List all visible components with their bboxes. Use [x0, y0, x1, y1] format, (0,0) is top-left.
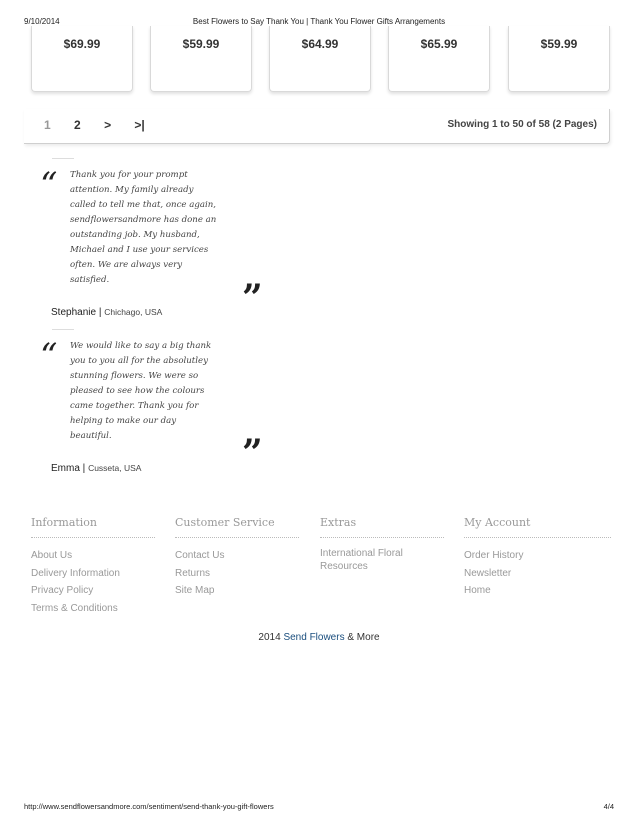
- print-date: 9/10/2014: [24, 17, 60, 26]
- author-name: Emma: [51, 463, 80, 474]
- print-page-number: 4/4: [603, 802, 614, 811]
- footer-link-privacy-policy[interactable]: Privacy Policy: [31, 585, 94, 596]
- send-flowers-link[interactable]: Send Flowers: [283, 632, 345, 643]
- testimonial-line: Michael and I use your services: [70, 245, 209, 255]
- testimonial-divider: [52, 329, 74, 330]
- footer-link-site-map[interactable]: Site Map: [175, 585, 215, 596]
- testimonial-line: attention. My family already: [70, 185, 194, 195]
- results-count: Showing 1 to 50 of 58 (2 Pages): [447, 119, 597, 130]
- footer-link-home[interactable]: Home: [464, 585, 491, 596]
- testimonial-author: [51, 463, 141, 474]
- footer-link-about-us[interactable]: About Us: [31, 550, 73, 561]
- last-page-link[interactable]: >|: [134, 118, 145, 132]
- footer-link-newsletter[interactable]: Newsletter: [464, 567, 512, 579]
- testimonial-line: We would like to say a big thank: [70, 341, 212, 351]
- copyright-suffix: & More: [344, 632, 380, 643]
- footer-link-returns[interactable]: Returns: [175, 567, 211, 579]
- footer-column-title: My Account: [464, 516, 611, 538]
- product-price: $59.99: [540, 37, 578, 51]
- pagination-bar: [24, 109, 610, 144]
- author-name: Stephanie: [51, 307, 97, 318]
- testimonial: [40, 158, 266, 323]
- footer-link-order-history[interactable]: Order History: [464, 550, 524, 561]
- author-separator: |: [79, 463, 89, 474]
- open-quote-icon: “: [40, 165, 58, 205]
- testimonial-line: sendflowersandmore has done an: [70, 215, 217, 225]
- testimonial-line: often. We are always very: [70, 260, 183, 270]
- footer-link-international-floral-resources[interactable]: International Floral Resources: [320, 548, 403, 572]
- testimonial-text: [70, 168, 240, 288]
- copyright: [0, 632, 638, 643]
- footer-column-title: Customer Service: [175, 516, 299, 538]
- testimonial-line: outstanding job. My husband,: [70, 230, 200, 240]
- close-quote-icon: ”: [242, 432, 263, 474]
- footer-links: [31, 516, 611, 626]
- product-card[interactable]: [31, 26, 133, 92]
- footer-column-my-account: [464, 516, 611, 600]
- testimonial-divider: [52, 158, 74, 159]
- product-price: $65.99: [420, 37, 458, 51]
- footer-link-contact-us[interactable]: Contact Us: [175, 550, 225, 561]
- footer-link-terms-conditions[interactable]: Terms & Conditions: [31, 602, 118, 614]
- product-card[interactable]: [150, 26, 252, 92]
- testimonial-line: Thank you for your prompt: [70, 170, 188, 180]
- page-link-1: 1: [44, 118, 51, 132]
- open-quote-icon: “: [40, 336, 58, 376]
- product-price-row: [31, 26, 611, 92]
- testimonial-author: [51, 307, 162, 318]
- product-price: $64.99: [301, 37, 339, 51]
- testimonial-text: [70, 339, 240, 444]
- author-separator: |: [96, 307, 105, 318]
- close-quote-icon: ”: [242, 277, 263, 319]
- testimonial-line: came together. Thank you for: [70, 401, 199, 411]
- print-page-title: Best Flowers to Say Thank You | Thank You Flower Gifts Arrangements: [192, 17, 446, 26]
- testimonial-line: satisfied.: [70, 275, 110, 285]
- footer-column-customer-service: [175, 516, 299, 600]
- footer-column-title: Extras: [320, 516, 444, 538]
- author-location: Chichago, USA: [104, 307, 163, 317]
- page-links: [44, 118, 165, 132]
- product-card[interactable]: [508, 26, 610, 92]
- next-page-link[interactable]: >: [104, 118, 112, 132]
- testimonial-line: you to you all for the absolutley: [70, 356, 208, 366]
- footer-column-extras: [320, 516, 444, 573]
- testimonial-line: helping to make our day: [70, 416, 177, 426]
- copyright-year: 2014: [258, 632, 284, 643]
- testimonial-line: pleased to see how the colours: [70, 386, 205, 396]
- footer-column-title: Information: [31, 516, 155, 538]
- testimonial: [40, 329, 266, 481]
- page-link-2[interactable]: 2: [74, 118, 81, 132]
- product-price: $69.99: [63, 37, 101, 51]
- author-location: Cusseta, USA: [88, 463, 142, 473]
- footer-column-information: [31, 516, 155, 617]
- testimonial-line: called to tell me that, once again,: [70, 200, 216, 210]
- testimonial-line: beautiful.: [70, 431, 112, 441]
- product-price: $59.99: [182, 37, 220, 51]
- print-footer: [24, 802, 614, 814]
- product-card[interactable]: [388, 26, 490, 92]
- footer-link-delivery-information[interactable]: Delivery Information: [31, 567, 120, 579]
- product-card[interactable]: [269, 26, 371, 92]
- print-url: http://www.sendflowersandmore.com/sentiment/send-thank-you-gift-flowers: [24, 802, 274, 811]
- testimonial-line: stunning flowers. We were so: [70, 371, 199, 381]
